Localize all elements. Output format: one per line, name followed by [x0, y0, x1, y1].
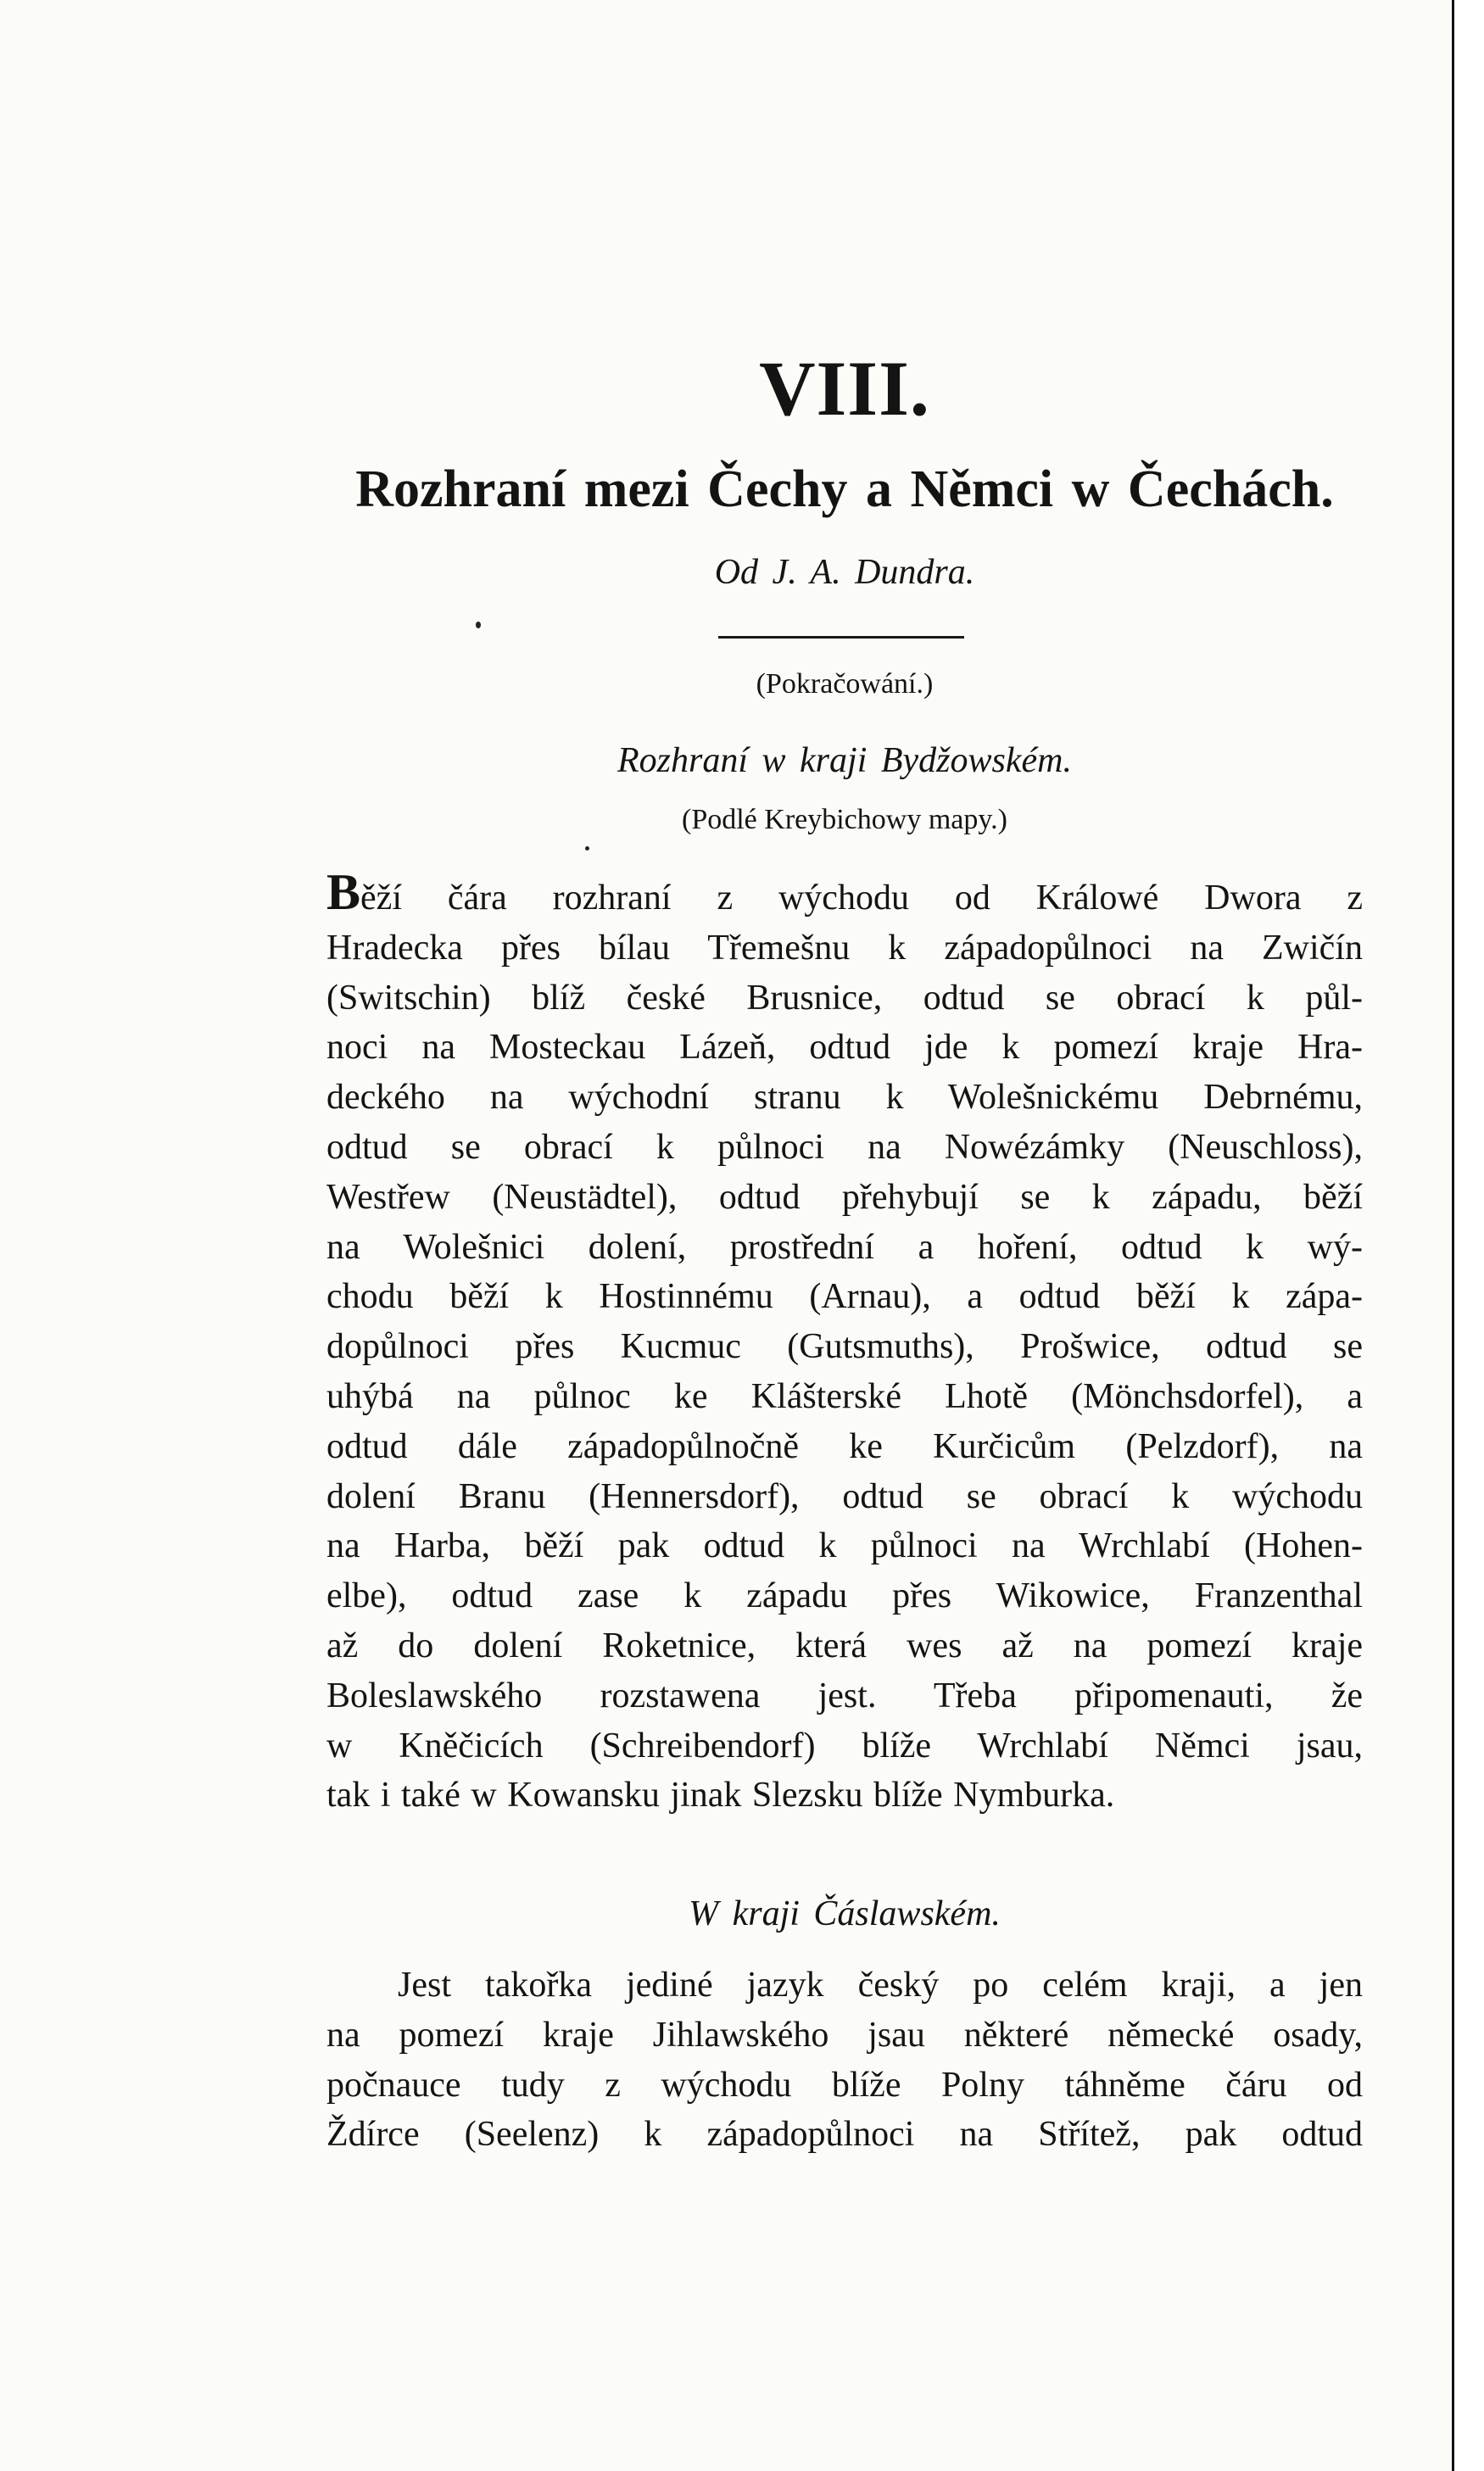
section-heading-caslav: W kraji Čáslawském. — [689, 1894, 1001, 1933]
text-line: uhýbá na půlnoc ke Klášterské Lhotě (Mönchsdorfel), a — [326, 1376, 1363, 1416]
chapter-title: Rozhraní mezi Čechy a Němci w Čechách. — [355, 460, 1334, 518]
text-line — [326, 864, 1363, 923]
text-line: odtud dále západopůlnočně ke Kurčicům (Pelzdorf), na — [326, 1426, 1363, 1466]
text-line: na Harba, běží pak odtud k půlnoci na Wrchlabí (Hohen- — [326, 1526, 1363, 1566]
separator-rule — [718, 636, 964, 639]
text-line: (Switschin) blíž české Brusnice, odtud se obrací k půl- — [326, 978, 1363, 1018]
chapter-number: VIII. — [759, 345, 930, 432]
continued-note: (Pokračowání.) — [756, 668, 934, 700]
line-text: Jest takořka jediné jazyk český po celém kraji, a jen — [398, 1966, 1363, 2005]
paragraph-caslav — [326, 1961, 1363, 2160]
page-edge-line — [1452, 0, 1454, 2471]
text-line: na Wolešnici dolení, prostřední a hoření, odtud k wý- — [326, 1227, 1363, 1267]
text-line: dopůlnoci přes Kucmuc (Gutsmuths), Prošwice, odtud se — [326, 1327, 1363, 1367]
text-line: chodu běží k Hostinnému (Arnau), a odtud běží k zápa- — [326, 1277, 1363, 1317]
text-line: deckého na wýchodní stranu k Wolešnickému Debrnému, — [326, 1078, 1363, 1118]
text-line: noci na Mosteckau Lázeň, odtud jde k pomezí kraje Hra- — [326, 1028, 1363, 1068]
text-line: Boleslawského rozstawena jest. Třeba připomenauti, že — [326, 1676, 1363, 1715]
text-line: Ždírce (Seelenz) k západopůlnoci na Střítež, pak odtud — [326, 2115, 1363, 2155]
text-line: w Kněčicích (Schreibendorf) blíže Wrchlabí Němci jsau, — [326, 1726, 1363, 1765]
text-line: až do dolení Roketnice, která wes až na pomezí kraje — [326, 1626, 1363, 1665]
text-line: Westřew (Neustädtel), odtud přehybují se k západu, běží — [326, 1177, 1363, 1217]
text-line: Hradecka přes bílau Třemešnu k západopůlnoci na Zwičín — [326, 928, 1363, 968]
page-edge — [1452, 0, 1484, 2471]
paragraph-bydzov — [326, 864, 1363, 1821]
text-line: na pomezí kraje Jihlawského jsau některé německé osady, — [326, 2015, 1363, 2055]
author-line: Od J. A. Dundra. — [714, 553, 975, 592]
section-heading-bydzov: Rozhraní w kraji Bydžowském. — [617, 741, 1072, 780]
text-line: počnauce tudy z wýchodu blíže Polny táhněme čáru od — [326, 2065, 1363, 2105]
text-line: elbe), odtud zase k západu přes Wikowice, Franzenthal — [326, 1576, 1363, 1616]
text-line: dolení Branu (Hennersdorf), odtud se obrací k wýchodu — [326, 1476, 1363, 1516]
drop-cap: B — [326, 864, 361, 920]
map-source-note: (Podlé Kreybichowy mapy.) — [682, 804, 1007, 835]
print-speck — [585, 846, 589, 851]
line-text: ěží čára rozhraní z wýchodu od Králowé Dwora z — [360, 879, 1363, 918]
text-line: tak i také w Kowansku jinak Slezsku blíže Nymburka. — [326, 1776, 1115, 1816]
text-line — [326, 1961, 1363, 2011]
print-speck — [476, 622, 481, 628]
text-line: odtud se obrací k půlnoci na Nowézámky (Neuschloss), — [326, 1127, 1363, 1167]
